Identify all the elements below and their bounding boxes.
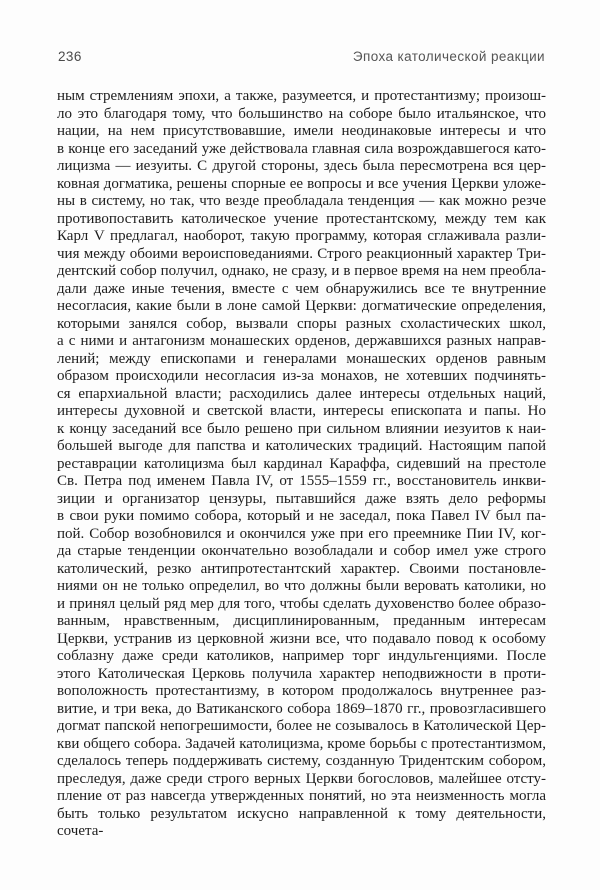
body-text xyxy=(57,88,546,839)
text-line: лицизма — иезуиты. С другой стороны, здесь была пересмотрена вся цер- xyxy=(57,158,546,174)
running-title: Эпоха католической реакции xyxy=(352,49,545,64)
text-line: сделалось теперь поддерживать систему, созданную Тридентским собором, xyxy=(57,753,546,769)
text-line: пление от раз навсегда утвержденных понятий, но эта неизменность могла xyxy=(57,788,546,804)
text-line: и принял целый ряд мер для того, чтобы сделать духовенство более образо- xyxy=(57,595,546,612)
text-line: нации, на нем присутствовавшие, имели неодинаковые интересы и что xyxy=(57,123,546,139)
text-line: дали даже иные течения, вместе с чем обнаружились все те внутренние xyxy=(57,280,546,297)
text-line: а с ними и антагонизм монашеских орденов, державшихся разных направ- xyxy=(57,333,546,349)
page-header xyxy=(58,49,545,64)
text-line: ным стремлениям эпохи, а также, разумеется, и протестантизму; произош- xyxy=(57,88,546,104)
text-line: да старые тенденции окончательно возобладали и собор имел уже строго xyxy=(57,543,546,559)
text-line: Карл V предлагал, наоборот, такую программу, которая сглаживала разли- xyxy=(57,228,546,244)
text-line: интересы духовной и светской власти, интересы епископата и папы. Но xyxy=(57,403,546,419)
text-line: Св. Петра под именем Павла IV, от 1555–1559 гг., восстановитель инкви- xyxy=(57,473,546,489)
text-line: в свои руки помимо собора, который и не заседал, пока Павел IV был па- xyxy=(57,508,546,524)
text-line: ло это благодаря тому, что большинство на соборе было итальянское, что xyxy=(57,105,546,122)
text-line: к концу заседаний все было решено при сильном влиянии иезуитов к наи- xyxy=(57,420,546,437)
text-line: ниями он не только определил, во что должны были веровать католики, но xyxy=(57,578,546,594)
text-line: ванным, нравственным, дисциплинированным, преданным интересам xyxy=(57,613,546,629)
text-line: реставрации католицизма был кардинал Караффа, сидевший на престоле xyxy=(57,455,546,472)
text-line: лений; между епископами и генералами монашеских орденов равным xyxy=(57,350,546,367)
text-line: несогласия, какие были в лоне самой Церкви: догматические определения, xyxy=(57,298,546,314)
text-line: которыми занялся собор, вызвали споры разных схоластических школ, xyxy=(57,315,546,332)
page-number: 236 xyxy=(58,49,82,64)
text-line: католический, резко антипротестантский характер. Своими постановле- xyxy=(57,560,546,577)
text-line: соблазну даже среди католиков, например торг индульгенциями. После xyxy=(57,648,546,664)
text-line: пой. Собор возобновился и окончился уже при его преемнике Пии IV, ког- xyxy=(57,525,546,542)
text-line: зиции и организатор цензуры, пытавшийся даже взять дело реформы xyxy=(57,490,546,507)
text-line: противопоставить католическое учение протестантскому, между тем как xyxy=(57,210,546,227)
text-line: дентский собор получил, однако, не сразу, и в первое время на нем преобла- xyxy=(57,263,546,279)
text-line: преследуя, даже среди строго верных Церкви богословов, малейшее отсту- xyxy=(57,770,546,787)
text-line: большей выгоде для папства и католических традиций. Настоящим папой xyxy=(57,438,546,454)
text-line: витие, и три века, до Ватиканского собора 1869–1870 гг., провозгласившего xyxy=(57,700,546,717)
text-line: ны в систему, но так, что везде преобладала тенденция — как можно резче xyxy=(57,193,546,209)
text-line: быть только результатом искусно направленной к тому деятельности, сочета- xyxy=(57,805,546,839)
text-line: ся епархиальной власти; расходились далее интересы отдельных наций, xyxy=(57,385,546,402)
text-line: догмат папской непогрешимости, более не созывалось в Католической Цер- xyxy=(57,718,546,734)
text-line: чия между обоими вероисповеданиями. Строго реакционный характер Три- xyxy=(57,245,546,262)
text-line: воположность протестантизму, в котором продолжалось внутреннее раз- xyxy=(57,683,546,699)
text-line: этого Католическая Церковь получила характер неподвижности в проти- xyxy=(57,665,546,682)
text-line: ковная догматика, решены спорные ее вопросы и все учения Церкви уложе- xyxy=(57,175,546,192)
text-line: Церкви, устранив из церковной жизни все, что подавало повод к особому xyxy=(57,630,546,647)
text-line: кви общего собора. Задачей католицизма, кроме борьбы с протестантизмом, xyxy=(57,735,546,752)
text-line: образом происходили несогласия из-за монахов, не хотевших подчинять- xyxy=(57,368,546,384)
text-line: в конце его заседаний уже действовала главная сила возрождавшегося като- xyxy=(57,140,546,157)
